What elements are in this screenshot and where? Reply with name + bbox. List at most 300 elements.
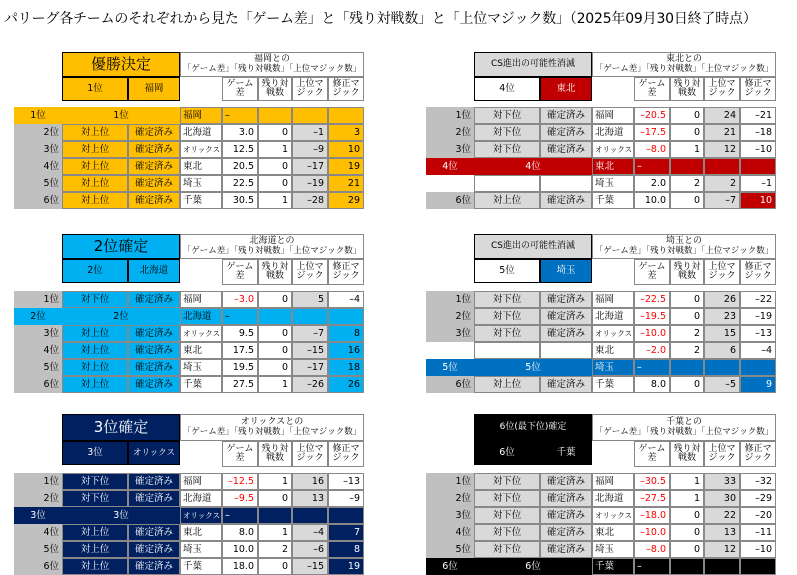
remaining-cell xyxy=(258,107,292,124)
rank-relation-cell: 4位 xyxy=(525,160,541,172)
corrected-cell xyxy=(328,507,364,524)
vs-header xyxy=(180,414,364,441)
magic-cell: 12 xyxy=(704,541,740,558)
corrected-cell: –11 xyxy=(740,524,776,541)
relation-cell: 対上位 xyxy=(62,141,128,158)
rank-cell: 3位 xyxy=(426,325,474,342)
magic-cell: 5 xyxy=(292,291,328,308)
decided-cell: 確定済み xyxy=(128,359,180,376)
remaining-cell: 0 xyxy=(670,308,704,325)
corrected-cell: 26 xyxy=(328,376,364,393)
vs-line2: 「ゲーム差」「残り対戦数」「上位マジック数」 xyxy=(182,245,362,256)
gamediff-cell: –22.5 xyxy=(634,291,670,308)
team-cell: 北海道 xyxy=(180,124,222,141)
team-label: 北海道 xyxy=(128,259,180,283)
col-corrected: 修正マジック xyxy=(328,77,364,101)
magic-cell xyxy=(704,558,740,575)
magic-cell: 30 xyxy=(704,490,740,507)
remaining-cell: 2 xyxy=(670,342,704,359)
corrected-cell: –1 xyxy=(740,175,776,192)
decided-cell: 確定済み xyxy=(540,308,592,325)
decided-cell xyxy=(540,175,592,192)
decided-cell: 確定済み xyxy=(128,524,180,541)
rank-label: 5位 xyxy=(474,259,540,283)
decided-cell: 確定済み xyxy=(128,342,180,359)
gamediff-cell: – xyxy=(634,158,670,175)
remaining-cell: 0 xyxy=(258,490,292,507)
magic-cell: –9 xyxy=(292,141,328,158)
rank-cell: 4位 xyxy=(442,160,458,172)
relation-cell: 対下位 xyxy=(474,107,540,124)
col-corrected: 修正マジック xyxy=(740,259,776,285)
magic-cell: 24 xyxy=(704,107,740,124)
decided-cell: 確定済み xyxy=(128,473,180,490)
decided-cell: 確定済み xyxy=(540,124,592,141)
col-magic: 上位マジック xyxy=(292,441,328,467)
relation-cell: 対上位 xyxy=(62,124,128,141)
team-cell: 北海道 xyxy=(180,490,222,507)
relation-cell: 対上位 xyxy=(62,325,128,342)
gamediff-cell: 10.0 xyxy=(634,192,670,209)
relation-cell: 対下位 xyxy=(474,473,540,490)
team-cell: 福岡 xyxy=(592,107,634,124)
gamediff-cell: –17.5 xyxy=(634,124,670,141)
decided-cell: 確定済み xyxy=(540,507,592,524)
corrected-cell: 18 xyxy=(328,359,364,376)
col-gamediff: ゲーム差 xyxy=(634,77,670,101)
rank-cell xyxy=(426,342,474,359)
corrected-cell: 19 xyxy=(328,158,364,175)
team-cell: 福岡 xyxy=(592,473,634,490)
gamediff-cell: –10.0 xyxy=(634,524,670,541)
magic-cell: –19 xyxy=(292,175,328,192)
gamediff-cell: –8.0 xyxy=(634,141,670,158)
magic-cell: 15 xyxy=(704,325,740,342)
rank-relation-cell: 5位 xyxy=(525,361,541,373)
magic-cell: 12 xyxy=(704,141,740,158)
remaining-cell: 0 xyxy=(258,342,292,359)
rank-cell: 3位 xyxy=(14,141,62,158)
rank-cell xyxy=(426,175,474,192)
remaining-cell: 1 xyxy=(258,376,292,393)
vs-line2: 「ゲーム差」「残り対戦数」「上位マジック数」 xyxy=(594,426,774,437)
relation-cell: 対上位 xyxy=(62,175,128,192)
vs-line2: 「ゲーム差」「残り対戦数」「上位マジック数」 xyxy=(594,63,774,74)
decided-cell: 確定済み xyxy=(128,141,180,158)
rank-cell: 1位 xyxy=(30,109,46,121)
magic-cell xyxy=(704,359,740,376)
col-remaining: 残り対戦数 xyxy=(258,77,292,101)
team-cell: オリックス xyxy=(180,325,222,342)
corrected-cell: 29 xyxy=(328,192,364,209)
magic-cell: 2 xyxy=(704,175,740,192)
vs-line1: 福岡との xyxy=(253,54,290,65)
magic-cell: –7 xyxy=(704,192,740,209)
gamediff-cell: – xyxy=(222,107,258,124)
corrected-cell: 3 xyxy=(328,124,364,141)
team-label: 千葉 xyxy=(540,441,592,465)
team-label: 東北 xyxy=(540,77,592,101)
rank-cell: 4位 xyxy=(426,524,474,541)
relation-cell: 対下位 xyxy=(474,124,540,141)
decided-cell: 確定済み xyxy=(128,291,180,308)
team-cell: 東北 xyxy=(592,524,634,541)
magic-cell: 21 xyxy=(704,124,740,141)
rank-cell: 5位 xyxy=(14,175,62,192)
block-saitama xyxy=(426,234,790,396)
rank-cell: 6位 xyxy=(14,376,62,393)
decided-cell: 確定済み xyxy=(128,192,180,209)
remaining-cell: 0 xyxy=(670,376,704,393)
rank-relation-cell: 1位 xyxy=(113,109,129,121)
decided-cell: 確定済み xyxy=(128,490,180,507)
relation-cell: 対上位 xyxy=(62,158,128,175)
block-chiba xyxy=(426,414,790,575)
rank-cell: 2位 xyxy=(426,124,474,141)
remaining-cell: 0 xyxy=(258,158,292,175)
rank-cell: 1位 xyxy=(14,473,62,490)
gamediff-cell: –19.5 xyxy=(634,308,670,325)
rank-cell: 4位 xyxy=(14,342,62,359)
magic-cell: 22 xyxy=(704,507,740,524)
team-cell: 埼玉 xyxy=(592,541,634,558)
corrected-cell: –13 xyxy=(328,473,364,490)
rank-cell: 6位 xyxy=(14,192,62,209)
relation-cell: 対下位 xyxy=(62,490,128,507)
corrected-cell: 7 xyxy=(328,524,364,541)
rank-cell: 2位 xyxy=(426,308,474,325)
corrected-cell xyxy=(740,359,776,376)
remaining-cell xyxy=(670,158,704,175)
remaining-cell: 0 xyxy=(258,175,292,192)
corrected-cell: 10 xyxy=(740,192,776,209)
relation-cell: 対上位 xyxy=(62,192,128,209)
relation-cell: 対上位 xyxy=(62,342,128,359)
remaining-cell xyxy=(670,359,704,376)
magic-cell: –5 xyxy=(704,376,740,393)
gamediff-cell: 9.5 xyxy=(222,325,258,342)
col-corrected: 修正マジック xyxy=(328,259,364,285)
corrected-cell: 8 xyxy=(328,541,364,558)
team-cell: オリックス xyxy=(592,325,634,342)
team-cell: 東北 xyxy=(592,342,634,359)
team-cell: 千葉 xyxy=(180,558,222,575)
relation-cell: 対上位 xyxy=(62,359,128,376)
magic-cell: 23 xyxy=(704,308,740,325)
gamediff-cell: – xyxy=(222,308,258,325)
rank-cell: 3位 xyxy=(426,507,474,524)
vs-line2: 「ゲーム差」「残り対戦数」「上位マジック数」 xyxy=(182,63,362,74)
team-cell: 東北 xyxy=(180,342,222,359)
remaining-cell: 1 xyxy=(670,490,704,507)
remaining-cell: 0 xyxy=(258,325,292,342)
relation-cell: 対上位 xyxy=(62,541,128,558)
col-corrected: 修正マジック xyxy=(740,441,776,467)
magic-cell: –15 xyxy=(292,558,328,575)
remaining-cell xyxy=(258,308,292,325)
team-cell: 埼玉 xyxy=(592,175,634,192)
rank-cell: 5位 xyxy=(426,541,474,558)
magic-cell: 6 xyxy=(704,342,740,359)
remaining-cell: 1 xyxy=(258,192,292,209)
corrected-cell: 10 xyxy=(328,141,364,158)
rank-cell: 5位 xyxy=(14,359,62,376)
rank-relation-cell: 3位 xyxy=(113,509,129,521)
decided-cell: 確定済み xyxy=(540,107,592,124)
rank-cell: 4位 xyxy=(14,158,62,175)
col-magic: 上位マジック xyxy=(704,77,740,101)
gamediff-cell: –3.0 xyxy=(222,291,258,308)
rank-cell: 5位 xyxy=(442,361,458,373)
team-cell: 千葉 xyxy=(592,192,634,209)
relation-cell: 対下位 xyxy=(62,291,128,308)
team-cell: オリックス xyxy=(180,141,222,158)
col-magic: 上位マジック xyxy=(292,259,328,285)
team-cell: オリックス xyxy=(180,507,222,524)
rank-cell: 6位 xyxy=(14,558,62,575)
gamediff-cell: 20.5 xyxy=(222,158,258,175)
vs-header xyxy=(592,234,776,259)
remaining-cell: 2 xyxy=(670,325,704,342)
magic-cell: –28 xyxy=(292,192,328,209)
gamediff-cell: 3.0 xyxy=(222,124,258,141)
rank-relation-cell: 2位 xyxy=(113,310,129,322)
magic-cell: –26 xyxy=(292,376,328,393)
col-gamediff: ゲーム差 xyxy=(222,259,258,285)
col-corrected: 修正マジック xyxy=(328,441,364,467)
gamediff-cell: – xyxy=(634,558,670,575)
corrected-cell: –10 xyxy=(740,141,776,158)
gamediff-cell: 30.5 xyxy=(222,192,258,209)
gamediff-cell: –18.0 xyxy=(634,507,670,524)
rank-cell: 2位 xyxy=(30,310,46,322)
gamediff-cell: 12.5 xyxy=(222,141,258,158)
col-remaining: 残り対戦数 xyxy=(670,441,704,467)
rank-label: 4位 xyxy=(474,77,540,101)
team-cell: 東北 xyxy=(180,524,222,541)
vs-header xyxy=(180,52,364,77)
rank-cell: 3位 xyxy=(426,141,474,158)
relation-cell: 対上位 xyxy=(474,376,540,393)
col-gamediff: ゲーム差 xyxy=(634,441,670,467)
rank-cell: 6位 xyxy=(426,376,474,393)
remaining-cell: 0 xyxy=(670,524,704,541)
decided-cell: 確定済み xyxy=(540,291,592,308)
team-cell: 北海道 xyxy=(592,490,634,507)
remaining-cell: 0 xyxy=(670,107,704,124)
page-title: パリーグ各チームのそれぞれから見た「ゲーム差」と「残り対戦数」と「上位マジック数」（2025年09月30日終了時点） xyxy=(4,11,757,27)
relation-cell: 対下位 xyxy=(474,541,540,558)
remaining-cell: 2 xyxy=(670,175,704,192)
rank-cell: 1位 xyxy=(426,107,474,124)
col-remaining: 残り対戦数 xyxy=(670,259,704,285)
decided-cell: 確定済み xyxy=(540,192,592,209)
status-banner: 2位確定 xyxy=(62,234,180,259)
col-corrected: 修正マジック xyxy=(740,77,776,101)
gamediff-cell: – xyxy=(222,507,258,524)
corrected-cell xyxy=(740,158,776,175)
rank-label: 3位 xyxy=(62,441,128,465)
vs-line1: オリックスとの xyxy=(240,417,304,428)
decided-cell: 確定済み xyxy=(540,524,592,541)
corrected-cell: –4 xyxy=(740,342,776,359)
vs-line1: 埼玉との xyxy=(665,236,702,247)
corrected-cell: 9 xyxy=(740,376,776,393)
team-cell: 埼玉 xyxy=(592,359,634,376)
rank-label: 1位 xyxy=(62,77,128,101)
decided-cell: 確定済み xyxy=(540,490,592,507)
remaining-cell: 0 xyxy=(258,558,292,575)
status-banner: 3位確定 xyxy=(62,414,180,441)
rank-cell: 1位 xyxy=(14,291,62,308)
block-orix xyxy=(14,414,378,575)
block-hokkaido xyxy=(14,234,378,396)
decided-cell: 確定済み xyxy=(540,473,592,490)
decided-cell: 確定済み xyxy=(128,124,180,141)
gamediff-cell: –30.5 xyxy=(634,473,670,490)
team-cell: 東北 xyxy=(180,158,222,175)
decided-cell: 確定済み xyxy=(540,325,592,342)
remaining-cell: 0 xyxy=(258,291,292,308)
team-cell: オリックス xyxy=(592,141,634,158)
corrected-cell: –21 xyxy=(740,107,776,124)
gamediff-cell: –10.0 xyxy=(634,325,670,342)
col-magic: 上位マジック xyxy=(704,259,740,285)
gamediff-cell: 19.5 xyxy=(222,359,258,376)
relation-cell xyxy=(474,342,540,359)
team-cell: 千葉 xyxy=(592,376,634,393)
gamediff-cell: 17.5 xyxy=(222,342,258,359)
relation-cell: 対下位 xyxy=(474,291,540,308)
vs-header xyxy=(592,414,776,441)
decided-cell: 確定済み xyxy=(540,376,592,393)
vs-header xyxy=(592,52,776,77)
team-cell: オリックス xyxy=(592,507,634,524)
vs-line1: 北海道との xyxy=(249,236,295,247)
magic-cell: –15 xyxy=(292,342,328,359)
status-banner: CS進出の可能性消滅 xyxy=(474,52,592,77)
corrected-cell: –9 xyxy=(328,490,364,507)
vs-header xyxy=(180,234,364,259)
team-cell: 福岡 xyxy=(180,107,222,124)
relation-cell: 対上位 xyxy=(62,558,128,575)
rank-label: 2位 xyxy=(62,259,128,283)
corrected-cell: 8 xyxy=(328,325,364,342)
remaining-cell: 2 xyxy=(258,541,292,558)
decided-cell: 確定済み xyxy=(128,541,180,558)
remaining-cell: 0 xyxy=(258,124,292,141)
rank-cell: 6位 xyxy=(426,192,474,209)
rank-cell: 1位 xyxy=(426,291,474,308)
remaining-cell: 1 xyxy=(670,141,704,158)
rank-cell: 2位 xyxy=(14,490,62,507)
gamediff-cell: –8.0 xyxy=(634,541,670,558)
remaining-cell: 1 xyxy=(670,473,704,490)
corrected-cell: –10 xyxy=(740,541,776,558)
col-magic: 上位マジック xyxy=(704,441,740,467)
col-remaining: 残り対戦数 xyxy=(258,441,292,467)
team-cell: 埼玉 xyxy=(180,541,222,558)
rank-cell: 2位 xyxy=(426,490,474,507)
vs-line1: 千葉との xyxy=(665,417,702,428)
col-gamediff: ゲーム差 xyxy=(222,441,258,467)
magic-cell: –17 xyxy=(292,359,328,376)
remaining-cell: 0 xyxy=(670,291,704,308)
gamediff-cell: 27.5 xyxy=(222,376,258,393)
team-cell: 北海道 xyxy=(180,308,222,325)
status-banner: 優勝決定 xyxy=(62,52,180,77)
magic-cell: –17 xyxy=(292,158,328,175)
remaining-cell: 0 xyxy=(258,359,292,376)
gamediff-cell: 8.0 xyxy=(222,524,258,541)
gamediff-cell: –20.5 xyxy=(634,107,670,124)
col-gamediff: ゲーム差 xyxy=(634,259,670,285)
corrected-cell: –32 xyxy=(740,473,776,490)
gamediff-cell: 22.5 xyxy=(222,175,258,192)
magic-cell: 26 xyxy=(704,291,740,308)
relation-cell: 対下位 xyxy=(474,308,540,325)
remaining-cell: 0 xyxy=(670,507,704,524)
relation-cell: 対上位 xyxy=(474,192,540,209)
team-label: 埼玉 xyxy=(540,259,592,283)
vs-line1: 東北との xyxy=(665,54,702,65)
team-cell: 千葉 xyxy=(180,376,222,393)
relation-cell: 対下位 xyxy=(474,524,540,541)
magic-cell: 16 xyxy=(292,473,328,490)
magic-cell xyxy=(704,158,740,175)
corrected-cell: –4 xyxy=(328,291,364,308)
remaining-cell: 0 xyxy=(670,124,704,141)
team-cell: 福岡 xyxy=(180,291,222,308)
corrected-cell xyxy=(328,107,364,124)
magic-cell: –4 xyxy=(292,524,328,541)
corrected-cell xyxy=(328,308,364,325)
relation-cell: 対下位 xyxy=(474,507,540,524)
gamediff-cell: –9.5 xyxy=(222,490,258,507)
relation-cell: 対上位 xyxy=(62,376,128,393)
vs-line2: 「ゲーム差」「残り対戦数」「上位マジック数」 xyxy=(182,426,362,437)
remaining-cell: 0 xyxy=(670,192,704,209)
rank-cell: 2位 xyxy=(14,124,62,141)
magic-cell xyxy=(292,308,328,325)
gamediff-cell: 18.0 xyxy=(222,558,258,575)
remaining-cell: 1 xyxy=(258,141,292,158)
gamediff-cell: –12.5 xyxy=(222,473,258,490)
team-cell: 福岡 xyxy=(180,473,222,490)
decided-cell: 確定済み xyxy=(540,541,592,558)
magic-cell: –1 xyxy=(292,124,328,141)
rank-cell: 6位 xyxy=(442,560,458,572)
corrected-cell: –13 xyxy=(740,325,776,342)
status-banner: CS進出の可能性消滅 xyxy=(474,234,592,259)
col-magic: 上位マジック xyxy=(292,77,328,101)
corrected-cell: 21 xyxy=(328,175,364,192)
gamediff-cell: 8.0 xyxy=(634,376,670,393)
relation-cell: 対下位 xyxy=(474,141,540,158)
gamediff-cell: – xyxy=(634,359,670,376)
gamediff-cell: –2.0 xyxy=(634,342,670,359)
team-cell: 埼玉 xyxy=(180,175,222,192)
team-cell: 福岡 xyxy=(592,291,634,308)
col-gamediff: ゲーム差 xyxy=(222,77,258,101)
team-cell: 千葉 xyxy=(180,192,222,209)
decided-cell: 確定済み xyxy=(128,325,180,342)
remaining-cell: 1 xyxy=(258,473,292,490)
rank-cell: 3位 xyxy=(30,509,46,521)
block-fukuoka xyxy=(14,50,378,212)
decided-cell xyxy=(540,342,592,359)
decided-cell: 確定済み xyxy=(128,376,180,393)
